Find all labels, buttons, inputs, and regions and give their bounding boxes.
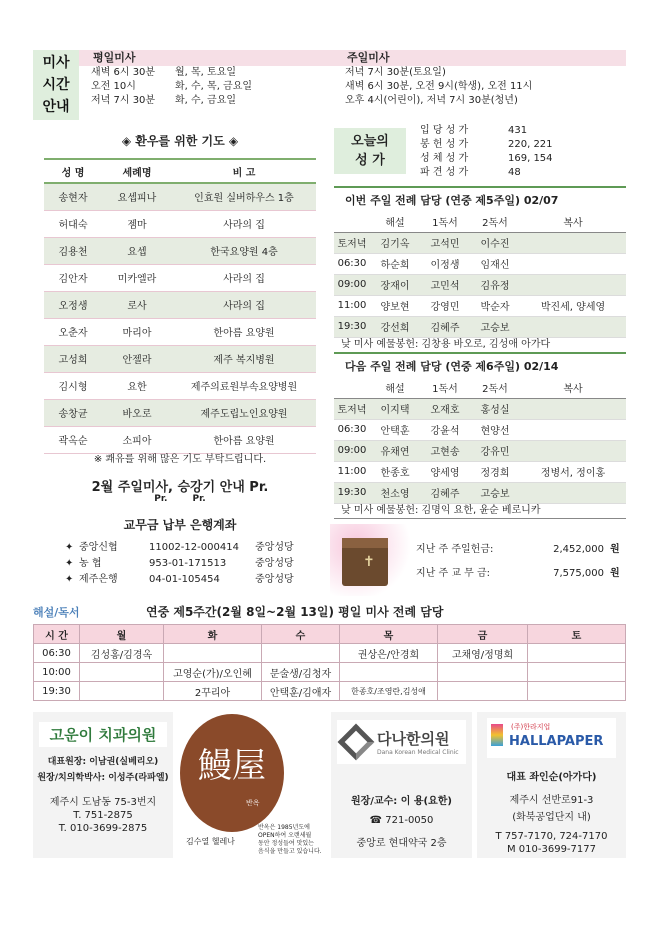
banok-ad: 鰻屋 반옥 김수열 헬레나 반옥은 1985년도에 OPEN하여 오랜세월 동안 정성들여 맛있는 음식을 만들고 있습니다.	[178, 712, 326, 858]
today-hymn-label: 오늘의 성 가	[334, 128, 406, 174]
prayer-row: 고성희 안젤라 제주 복지병원	[44, 345, 316, 372]
hymn-row: 성 체 성 가 169, 154	[420, 153, 553, 164]
weekly-row: 19:30 2꾸리아 안택훈/김애자 한종호/조영란,김성애	[34, 682, 626, 701]
prayer-title: ◈ 환우를 위한 기도 ◈	[121, 134, 239, 148]
prayer-row: 오춘자 마리아 한아름 요양원	[44, 318, 316, 345]
bank-row: ✦ 중앙신협 11002-12-000414 중앙성당	[65, 542, 294, 553]
prayer-row: 송현자 요셉피나 인효원 실버하우스 1층	[44, 183, 316, 210]
weekly-row: 06:30 김성홍/김경옥 권상은/안경희 고채영/정명희	[34, 644, 626, 663]
weekday-row: 새벽 6시 30분 월, 목, 토요일	[91, 67, 237, 78]
liturgy-row: 09:00 유채연 고현송 강유민	[334, 440, 626, 461]
this-week-title: 이번 주일 전례 담당 (연중 제5주일) 02/07	[345, 194, 559, 207]
weekly-row: 10:00 고영순(가)/오인혜 문술생/김청자	[34, 663, 626, 682]
prayer-row: 곽옥순 소피아 한아름 요양원	[44, 426, 316, 453]
mass-times-label: 미사 시간 안내	[33, 50, 79, 120]
offering-row: 지난 주 주일헌금: 2,452,000 원	[416, 544, 620, 555]
weekday-row: 저녁 7시 30분 화, 수, 금요일	[91, 95, 237, 106]
liturgy-row: 06:30 안택훈 강윤석 현양선	[334, 419, 626, 440]
liturgy-row: 09:00 장재이 고민석 김유정	[334, 274, 626, 295]
prayer-row: 김안자 미카엘라 사라의 집	[44, 264, 316, 291]
prayer-row: 허대숙 젬마 사라의 집	[44, 210, 316, 237]
hymn-row: 파 견 성 가 48	[420, 167, 521, 178]
prayer-row: 오정생 로사 사라의 집	[44, 291, 316, 318]
this-week-table: 해설 1독서 2독서 복사 토저녁 김기옥 고석민 이수진 06:30 하순희 이정생 임재신 09:00 장재이 고민석 김유정 11:00 양보현 강영민 박순자 박진세, 양세영 19:30 강선희 김혜주 고승보	[334, 212, 626, 338]
bank-list	[65, 538, 315, 586]
dana-ad: 다나한의원 Dana Korean Medical Clinic 원장/교수: 이 용(요한) ☎ 721-0050 중앙로 현대약국 2층	[331, 712, 472, 858]
liturgy-row: 06:30 하순희 이정생 임재신	[334, 253, 626, 274]
prayer-row: 송창균 바오로 제주도립노인요양원	[44, 399, 316, 426]
hymn-row: 입 당 성 가 431	[420, 125, 528, 136]
dental-ad: 고운이 치과의원 대표원장: 이남권(실베리오) 원장/치의학박사: 이성주(라파엘) 제주시 도남동 75-3번지 T. 751-2875 T. 010-3699-2875	[33, 712, 173, 858]
bank-title: 교무금 납부 은행계좌	[123, 518, 237, 532]
offering-box-icon: ✝	[330, 524, 416, 596]
liturgy-row: 토저녁 김기옥 고석민 이수진	[334, 232, 626, 253]
next-week-title: 다음 주일 전례 담당 (연중 제6주일) 02/14	[345, 360, 559, 373]
halla-ad: (주)한라지업 HALLAPAPER 대표 좌인순(아가다) 제주시 선반로91-3 (화북공업단지 내) T 757-7170, 724-7170 M 010-3699-7177	[477, 712, 626, 858]
prayer-row: 김용천 요셉 한국요양원 4층	[44, 237, 316, 264]
feb-sub: Pr. Pr.	[154, 494, 206, 504]
hymn-list	[420, 124, 553, 180]
halla-logo: (주)한라지업 HALLAPAPER	[487, 718, 616, 758]
mass-times-box	[33, 50, 626, 120]
weekly-tag: 해설/독서	[33, 606, 80, 619]
this-week-note: 낮 미사 예물봉헌: 김창용 바오로, 김성애 아가다	[341, 339, 551, 350]
offering-list	[416, 540, 626, 588]
liturgy-row: 19:30 천소영 김혜주 고승보	[334, 482, 626, 503]
weekly-table: 시 간 월 화 수 목 금 토 06:30 김성홍/김경옥 권상은/안경희 고채영/정명희 10:00 고영순(가)/오인혜 문술생/김청자 19:30 2꾸리아 안택훈/김애자 한종호/조영란,김성애	[33, 624, 626, 701]
next-week-table: 해설 1독서 2독서 복사 토저녁 이지택 오재호 홍성실 06:30 안택훈 강윤석 현양선 09:00 유채연 고현송 강유민 11:00 한종호 양세영 정경희 정병서, 정이홍 19:30 천소영 김혜주 고승보	[334, 378, 626, 504]
dana-logo: 다나한의원 Dana Korean Medical Clinic	[337, 720, 466, 764]
hymn-row: 봉 헌 성 가 220, 221	[420, 139, 553, 150]
next-week-note: 낮 미사 예물봉헌: 김명익 요한, 윤순 베로니카	[341, 505, 541, 516]
bank-row: ✦ 농 협 953-01-171513 중앙성당	[65, 558, 294, 569]
liturgy-row: 11:00 한종호 양세영 정경희 정병서, 정이홍	[334, 461, 626, 482]
weekday-row: 오전 10시 화, 수, 목, 금요일	[91, 81, 253, 92]
prayer-table: 성 명 세례명 비 고 송현자 요셉피나 인효원 실버하우스 1층 허대숙 젬마 사라의 집 김용천 요셉 한국요양원 4층 김안자 미카엘라 사라의 집 오정생 로사 사라의 집 오춘자 마리아 한아름 요양원 고성희 안젤라 제주 복지병원 김시형 요한 제주의료원부속요양병원 송창균 바오로 제주도립노인요양원 곽옥순 소피아 한아름 요양원	[44, 158, 316, 454]
feb-title: 2월 주일미사, 승강기 안내 Pr.	[91, 480, 269, 495]
sunday-mass: 주일미사 저녁 7시 30분(토요일) 새벽 6시 30분, 오전 9시(학생), 오전 11시 오후 4시(어린이), 저녁 7시 30분(청년)	[333, 50, 626, 120]
liturgy-row: 19:30 강선희 김혜주 고승보	[334, 316, 626, 337]
weekly-title: 연중 제5주간(2월 8일~2월 13일) 평일 미사 전례 담당	[146, 605, 444, 619]
offering-row: 지난 주 교 무 금: 7,575,000 원	[416, 568, 620, 579]
prayer-note: ※ 쾌유를 위해 많은 기도 부탁드립니다.	[93, 454, 267, 465]
liturgy-row: 11:00 양보현 강영민 박순자 박진세, 양세영	[334, 295, 626, 316]
liturgy-row: 토저녁 이지택 오재호 홍성실	[334, 398, 626, 419]
weekday-mass: 평일미사 새벽 6시 30분 월, 목, 토요일 오전 10시 화, 수, 목, 금요일 저녁 7시 30분 화, 수, 금요일	[79, 50, 333, 120]
prayer-row: 김시형 요한 제주의료원부속요양병원	[44, 372, 316, 399]
bank-row: ✦ 제주은행 04-01-105454 중앙성당	[65, 574, 294, 585]
